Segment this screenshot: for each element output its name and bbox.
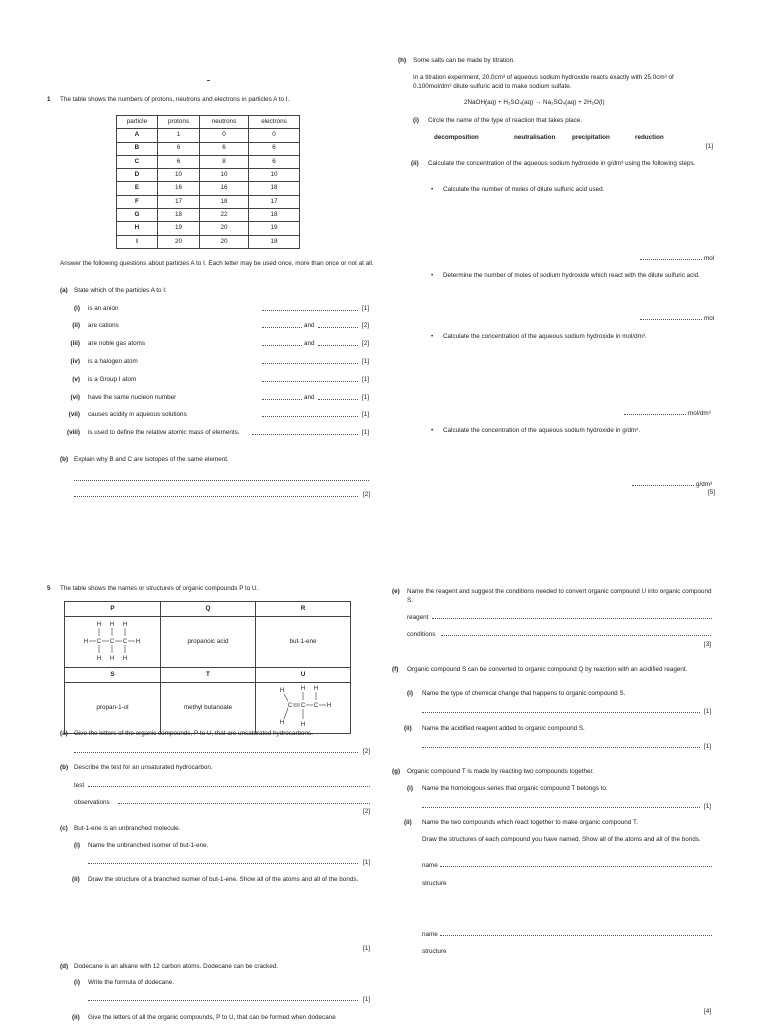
qh-answer-3[interactable] — [624, 408, 686, 415]
table-cell: F — [117, 195, 158, 208]
table-cell: G — [117, 209, 158, 222]
q1a-and: and — [304, 394, 315, 401]
q5fii-answer[interactable] — [422, 741, 700, 748]
q1-answer-intro: Answer the following questions about particles A to I. Each letter may be used once, more than once or not at all. — [60, 260, 374, 267]
q5gii-structure2-label: structure — [422, 948, 447, 955]
table-cell: E — [117, 182, 158, 195]
qh-text: Some salts can be made by titration. — [413, 57, 515, 64]
table-cell: 17 — [157, 195, 199, 208]
qh-equation: 2NaOH(aq) + H₂SO₄(aq) → Na₂SO₄(aq) + 2H₂O(l) — [464, 99, 605, 106]
table-cell: C — [117, 155, 158, 168]
q5b-test-label: test — [74, 782, 85, 789]
q5gii-name1-label: name — [422, 862, 438, 869]
qh-label: (h) — [398, 57, 407, 64]
q1a-part-num: (ii) — [72, 322, 80, 329]
table-cell: 18 — [200, 195, 249, 208]
svg-text:H: H — [97, 656, 102, 663]
particle-table-header: particle — [117, 116, 158, 129]
q1a-and: and — [304, 340, 315, 347]
svg-text:H: H — [279, 720, 285, 726]
q1a-part-num: (iii) — [70, 340, 80, 347]
q5e-conditions-label: conditions — [407, 631, 436, 638]
q5a-text: Give the letters of the organic compounds, P to U, that are unsaturated hydrocarbons. — [74, 730, 313, 737]
header-s: S — [65, 668, 161, 683]
q5a-mark: [2] — [363, 748, 371, 755]
table-cell: 10 — [200, 169, 249, 182]
q5cii-mark: [1] — [363, 945, 371, 952]
table-cell: 20 — [200, 235, 249, 248]
table-row — [117, 169, 300, 182]
small-mark — [207, 80, 210, 81]
header-t: T — [160, 668, 255, 683]
qh-i-num: (i) — [413, 117, 419, 124]
q5di-answer[interactable] — [88, 994, 358, 1001]
q1a-part-num: (iv) — [70, 358, 80, 365]
table-row — [117, 209, 300, 222]
table-cell: 6 — [249, 142, 300, 155]
q1a-mark: [2] — [362, 340, 370, 347]
table-cell: 8 — [200, 155, 249, 168]
table-cell: 16 — [157, 182, 199, 195]
q5cii-num: (ii) — [72, 876, 80, 883]
q1a-part-num: (i) — [74, 305, 80, 312]
option-neutralisation[interactable]: neutralisation — [514, 134, 556, 141]
table-cell: 18 — [249, 182, 300, 195]
table-cell: 6 — [249, 155, 300, 168]
svg-text:H: H — [84, 639, 89, 646]
table-cell: 6 — [157, 155, 199, 168]
q5e-mark: [3] — [704, 641, 712, 648]
option-reduction[interactable]: reduction — [635, 134, 664, 141]
q5gii-structure1-label: structure — [422, 880, 447, 887]
q5b-obs-answer[interactable] — [118, 797, 370, 804]
option-precipitation[interactable]: precipitation — [572, 134, 610, 141]
compound-s: propan-1-ol — [65, 683, 161, 734]
structure-p — [65, 617, 161, 668]
q5g-label: (g) — [392, 768, 401, 775]
svg-text:H: H — [279, 688, 285, 694]
q5fi-text: Name the type of chemical change that happens to organic compound S. — [422, 690, 626, 697]
q1a-text: State which of the particles A to I: — [74, 287, 167, 294]
q5gi-text: Name the homologous series that organic compound T belongs to. — [422, 785, 608, 792]
q5a-answer[interactable] — [74, 746, 358, 753]
q1a-part-num: (vi) — [70, 394, 80, 401]
qh-answer-4[interactable] — [632, 479, 694, 486]
q1b-label: (b) — [60, 456, 69, 463]
q1a-answer-box[interactable] — [262, 375, 358, 382]
header-p: P — [65, 602, 161, 617]
q5ci-mark: [1] — [363, 859, 371, 866]
q1a-answer-box[interactable] — [262, 321, 302, 328]
table-cell: 1 — [157, 129, 199, 142]
q1a-mark: [1] — [362, 305, 370, 312]
q5di-text: Write the formula of dodecane. — [88, 979, 174, 986]
q5fi-mark: [1] — [704, 708, 712, 715]
q5fii-text: Name the acidified reagent added to organic compound S. — [422, 725, 585, 732]
svg-text:C: C — [97, 639, 102, 646]
qh-answer-1[interactable] — [640, 253, 702, 260]
q1a-answer-box[interactable] — [318, 321, 358, 328]
table-cell: 20 — [157, 235, 199, 248]
q1a-part-text: is a Group I atom — [88, 376, 137, 383]
table-cell: 0 — [200, 129, 249, 142]
q5fii-mark: [1] — [704, 743, 712, 750]
q1a-answer-box[interactable] — [262, 410, 358, 417]
q5a-label: (a) — [60, 730, 68, 737]
q1-intro: The table shows the numbers of protons, neutrons and electrons in particles A to I. — [60, 96, 290, 103]
q5-number: 5 — [47, 585, 51, 592]
svg-text:H: H — [123, 622, 128, 629]
table-cell: 18 — [249, 209, 300, 222]
q1a-mark: [1] — [362, 358, 370, 365]
q1a-part-text: have the same nucleon number — [88, 394, 177, 401]
q5e-label: (e) — [392, 588, 400, 595]
q1a-and: and — [304, 322, 315, 329]
particle-table-header: electrons — [249, 116, 300, 129]
table-cell: 6 — [200, 142, 249, 155]
q5e-reagent-label: reagent — [407, 614, 429, 621]
q5f-text: Organic compound S can be converted to organic compound Q by reaction with an acidified reagent. — [407, 666, 688, 673]
table-cell: 0 — [249, 129, 300, 142]
table-cell: 18 — [249, 235, 300, 248]
svg-text:H: H — [97, 622, 102, 629]
table-cell: A — [117, 129, 158, 142]
q5dii-text: Give the letters of all the organic compounds, P to U, that can be formed when dodecane — [88, 1014, 336, 1021]
q1a-label: (a) — [60, 287, 68, 294]
svg-text:H: H — [326, 703, 332, 709]
qh-exp-line1: In a titration experiment, 20.0cm³ of aqueous sodium hydroxide reacts exactly with 25.0cm³ of — [413, 74, 674, 81]
q1a-part-text: is used to define the relative atomic mass of elements. — [88, 429, 240, 436]
qh-bullet-1: • Calculate the number of moles of dilute sulfuric acid used. — [443, 186, 604, 195]
q1b-text: Explain why B and C are isotopes of the same element. — [74, 456, 229, 463]
q1b-answer-line-1[interactable] — [74, 474, 369, 481]
svg-text:C: C — [300, 703, 306, 709]
q5gii-text: Name the two compounds which react together to make organic compound T. — [422, 819, 638, 826]
q5di-num: (i) — [74, 979, 80, 986]
q5dii-num: (ii) — [72, 1014, 80, 1021]
particle-table-header: protons — [157, 116, 199, 129]
q5fii-num: (ii) — [404, 725, 412, 732]
q5fi-answer[interactable] — [422, 706, 700, 713]
q5d-label: (d) — [60, 963, 69, 970]
table-cell: 10 — [157, 169, 199, 182]
particle-table — [116, 115, 300, 249]
q5fi-num: (i) — [407, 690, 413, 697]
q1a-part-text: causes acidity in aqueous solutions — [88, 411, 187, 418]
q5ci-text: Name the unbranched isomer of but-1-ene. — [88, 842, 209, 849]
svg-text:H: H — [300, 722, 306, 728]
q1a-answer-box[interactable] — [262, 357, 358, 364]
qh-answer-2[interactable] — [640, 313, 702, 320]
q5ci-num: (i) — [74, 842, 80, 849]
q1b-answer-line-2[interactable] — [74, 490, 358, 497]
q5b-obs-label: observations — [74, 799, 110, 806]
q5c-label: (c) — [60, 825, 68, 832]
qh-bullet-2: • Determine the number of moles of sodium hydroxide which react with the dilute sulfuric acid. — [443, 272, 718, 281]
compound-r: but-1-ene — [256, 617, 351, 668]
qh-ii-text: Calculate the concentration of the aqueous sodium hydroxide in g/dm³ using the following steps. — [428, 160, 696, 167]
q5cii-text: Draw the structure of a branched isomer of but-1-ene. Show all of the atoms and all of the bonds. — [88, 876, 359, 883]
qh-ii-num: (ii) — [411, 160, 419, 167]
q5b-test-answer[interactable] — [88, 780, 370, 787]
compound-q: propanoic acid — [160, 617, 255, 668]
qh-unit-1: mol — [704, 255, 715, 262]
q5di-mark: [1] — [363, 996, 371, 1003]
q1a-answer-box[interactable] — [252, 428, 358, 435]
q1a-part-text: is an anion — [88, 305, 119, 312]
svg-text:H: H — [300, 686, 306, 692]
table-cell: H — [117, 222, 158, 235]
q1a-part-num: (viii) — [67, 429, 80, 436]
qh-bullet-4: • Calculate the concentration of the aqueous sodium hydroxide in g/dm³. — [443, 427, 640, 436]
q1a-answer-box[interactable] — [262, 339, 302, 346]
compound-t: methyl butanoate — [160, 683, 255, 734]
q1a-part-num: (vii) — [68, 411, 80, 418]
svg-text:C: C — [110, 639, 115, 646]
table-row — [117, 129, 300, 142]
table-cell: D — [117, 169, 158, 182]
q5e-text: Name the reagent and suggest the conditions needed to convert organic compound U into organic compound S. — [407, 588, 712, 604]
q1a-part-num: (v) — [72, 376, 80, 383]
q5b-text: Describe the test for an unsaturated hydrocarbon. — [74, 764, 213, 771]
table-cell: 17 — [249, 195, 300, 208]
q5gii-name2-answer[interactable] — [440, 929, 712, 936]
qh-i-text: Circle the name of the type of reaction that takes place. — [428, 117, 583, 124]
q1a-answer-box[interactable] — [318, 393, 358, 400]
svg-text:C: C — [313, 703, 319, 709]
qh-exp-line2: 0.100mol/dm³ dilute sulfuric acid to make sodium sulfate. — [413, 83, 572, 90]
svg-text:H: H — [136, 639, 141, 646]
table-row — [117, 235, 300, 248]
q1-number: 1 — [47, 96, 51, 103]
q5e-reagent-answer[interactable] — [432, 612, 712, 619]
q1a-part-text: is a halogen atom — [88, 358, 138, 365]
option-decomposition[interactable]: decomposition — [434, 134, 479, 141]
table-cell: B — [117, 142, 158, 155]
q5c-text: But-1-ene is an unbranched molecule. — [74, 825, 181, 832]
header-r: R — [256, 602, 351, 617]
table-cell: 20 — [200, 222, 249, 235]
table-cell: 16 — [200, 182, 249, 195]
q5e-conditions-answer[interactable] — [441, 629, 711, 636]
svg-text:C: C — [287, 703, 293, 709]
q5d-text: Dodecane is an alkane with 12 carbon atoms. Dodecane can be cracked. — [74, 963, 279, 970]
q5gii-name1-answer[interactable] — [440, 860, 712, 867]
q1a-mark: [1] — [362, 411, 370, 418]
q1a-part-text: are cations — [88, 322, 119, 329]
q1a-mark: [2] — [362, 322, 370, 329]
qh-bullet-3: • Calculate the concentration of the aqueous sodium hydroxide in mol/dm³. — [443, 333, 647, 342]
q5g-text: Organic compound T is made by reacting two compounds together. — [407, 768, 595, 775]
q5gi-num: (i) — [407, 785, 413, 792]
svg-text:H: H — [110, 622, 115, 629]
q1a-mark: [1] — [362, 376, 370, 383]
qh-unit-3: mol/dm³ — [688, 410, 711, 417]
q1b-mark: [2] — [363, 491, 371, 498]
q5gii-num: (ii) — [404, 819, 412, 826]
q1a-answer-box[interactable] — [262, 304, 358, 311]
q1a-answer-box[interactable] — [318, 339, 358, 346]
q5-intro: The table shows the names or structures of organic compounds P to U. — [60, 585, 259, 592]
table-cell: 18 — [157, 209, 199, 222]
table-row — [117, 222, 300, 235]
q5gii-name2-label: name — [422, 931, 438, 938]
svg-text:H: H — [110, 656, 115, 663]
table-cell: 6 — [157, 142, 199, 155]
q1a-mark: [1] — [362, 429, 370, 436]
q5gi-answer[interactable] — [422, 801, 700, 808]
qh-unit-2: mol — [704, 315, 715, 322]
q5b-label: (b) — [60, 764, 69, 771]
structure-u — [256, 683, 351, 734]
particle-table-header: neutrons — [200, 116, 249, 129]
q5ci-answer[interactable] — [88, 857, 358, 864]
table-row — [117, 182, 300, 195]
qh-i-mark: [1] — [706, 143, 714, 150]
svg-text:C: C — [123, 639, 128, 646]
table-cell: 22 — [200, 209, 249, 222]
qh-ii-mark: [5] — [708, 489, 716, 496]
q1a-mark: [1] — [362, 394, 370, 401]
table-cell: 19 — [249, 222, 300, 235]
q5b-mark: [2] — [363, 808, 371, 815]
table-row — [117, 155, 300, 168]
table-cell: 10 — [249, 169, 300, 182]
qh-unit-4: g/dm³ — [696, 481, 713, 488]
q5g-mark: [4] — [704, 1008, 712, 1015]
table-row — [117, 142, 300, 155]
q5f-label: (f) — [392, 666, 399, 673]
q1a-part-text: are noble gas atoms — [88, 340, 146, 347]
q5gii-text2: Draw the structures of each compound you have named. Show all of the atoms and all of the bonds. — [422, 836, 701, 843]
svg-text:H: H — [123, 656, 128, 663]
table-row — [117, 195, 300, 208]
header-q: Q — [160, 602, 255, 617]
header-u: U — [256, 668, 351, 683]
table-cell: I — [117, 235, 158, 248]
q1a-answer-box[interactable] — [262, 393, 302, 400]
svg-text:H: H — [313, 686, 319, 692]
organic-table — [64, 601, 351, 734]
q5gi-mark: [1] — [704, 803, 712, 810]
table-cell: 19 — [157, 222, 199, 235]
